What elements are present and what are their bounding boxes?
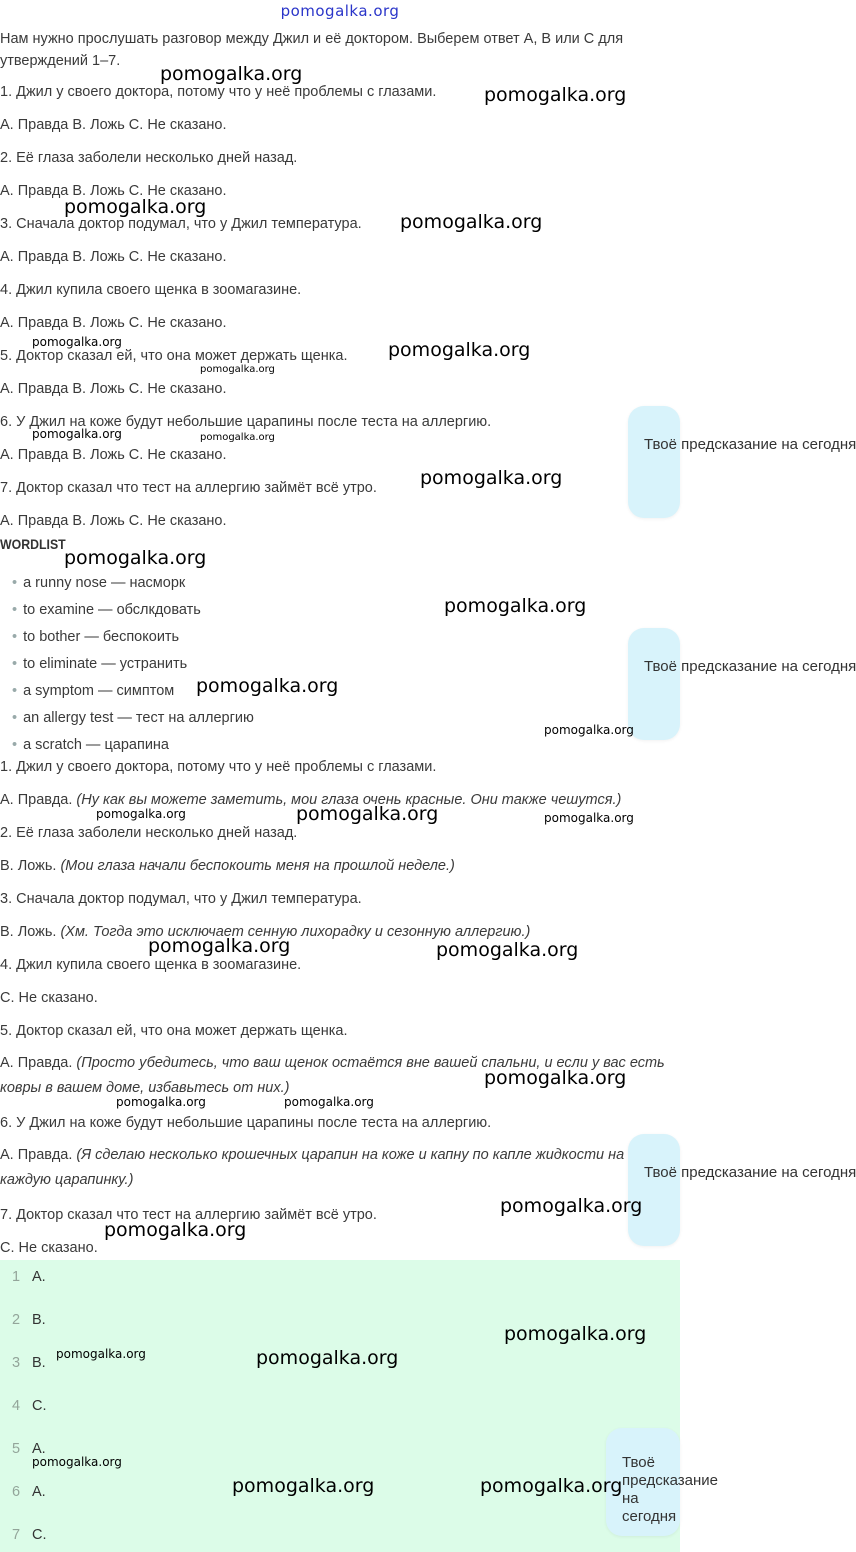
watermark: pomogalka.org [480,1475,623,1497]
promo-card[interactable]: Твоё предсказание на сегодня [628,406,680,518]
promo-card[interactable]: Твоё предсказание на сегодня [628,1134,680,1246]
watermark: pomogalka.org [296,803,439,825]
watermark: pomogalka.org [32,427,122,441]
watermark: pomogalka.org [436,939,579,961]
watermark: pomogalka.org [64,196,207,218]
answer-row: 5 A. [12,1441,46,1457]
watermark: pomogalka.org [148,935,291,957]
task-options-5: A. Правда B. Ложь C. Не сказано. [0,381,227,397]
wordlist-item: • a symptom — симптом [12,683,175,699]
wordlist-item: • to examine — обслкдовать [12,602,201,618]
watermark: pomogalka.org [200,432,275,443]
wordlist-item: • an allergy test — тест на аллергию [12,710,254,726]
task-options-2: A. Правда B. Ложь C. Не сказано. [0,183,227,199]
wordlist-title: WORDLIST [0,536,66,552]
watermark: pomogalka.org [56,1347,146,1361]
task-options-7: A. Правда B. Ложь C. Не сказано. [0,513,227,529]
watermark: pomogalka.org [232,1475,375,1497]
watermark: pomogalka.org [160,63,303,85]
watermark: pomogalka.org [104,1219,247,1241]
solution-q4: 4. Джил купила своего щенка в зоомагазине. [0,957,302,973]
solution-answer-6: A. Правда. (Я сделаю несколько крошечных царапин на коже и капну по капле жидкости на каждую царапинку.) [0,1147,625,1188]
watermark: pomogalka.org [64,547,207,569]
watermark: pomogalka.org [500,1195,643,1217]
watermark: pomogalka.org [544,811,634,825]
task-options-6: A. Правда B. Ложь C. Не сказано. [0,447,227,463]
watermark: pomogalka.org [256,1347,399,1369]
wordlist-item: • a scratch — царапина [12,737,169,753]
solution-q3: 3. Сначала доктор подумал, что у Джил температура. [0,891,362,907]
task-q1: 1. Джил у своего доктора, потому что у неё проблемы с глазами. [0,84,437,100]
solution-answer-5: A. Правда. (Просто убедитесь, что ваш щенок остаётся вне вашей спальни, и если у вас есть ковры в вашем доме, избавьтесь от них.) [0,1055,665,1096]
watermark: pomogalka.org [32,1455,122,1469]
solution-q6: 6. У Джил на коже будут небольшие царапины после теста на аллергию. [0,1115,492,1131]
watermark: pomogalka.org [484,1067,627,1089]
watermark: pomogalka.org [32,335,122,349]
watermark: pomogalka.org [400,211,543,233]
task-q5: 5. Доктор сказал ей, что она может держать щенка. [0,348,348,364]
solution-answer-1: A. Правда. (Ну как вы можете заметить, мои глаза очень красные. Они также чешутся.) [0,792,622,808]
solution-q2: 2. Её глаза заболели несколько дней назад. [0,825,298,841]
site-logo[interactable]: pomogalka.org [280,2,400,20]
wordlist-item: • to bother — беспокоить [12,629,180,645]
watermark: pomogalka.org [284,1095,374,1109]
watermark: pomogalka.org [444,595,587,617]
watermark: pomogalka.org [504,1323,647,1345]
task-options-1: A. Правда B. Ложь C. Не сказано. [0,117,227,133]
watermark: pomogalka.org [420,467,563,489]
task-q6: 6. У Джил на коже будут небольшие царапины после теста на аллергию. [0,414,492,430]
answer-row: 4 C. [12,1398,47,1414]
watermark: pomogalka.org [200,364,275,375]
solution-answer-4: C. Не сказано. [0,990,98,1006]
promo-card[interactable]: Твоё предсказание на сегодня [606,1428,680,1536]
solution-q1: 1. Джил у своего доктора, потому что у неё проблемы с глазами. [0,759,437,775]
wordlist-item: • to eliminate — устранить [12,656,188,672]
task-q7: 7. Доктор сказал что тест на аллергию займёт всё утро. [0,480,377,496]
watermark: pomogalka.org [388,339,531,361]
solution-q7: 7. Доктор сказал что тест на аллергию займёт всё утро. [0,1207,377,1223]
answer-row: 6 A. [12,1484,46,1500]
watermark: pomogalka.org [544,723,634,737]
task-q2: 2. Её глаза заболели несколько дней назад. [0,150,298,166]
task-options-4: A. Правда B. Ложь C. Не сказано. [0,315,227,331]
watermark: pomogalka.org [96,807,186,821]
solution-answer-3: B. Ложь. (Хм. Тогда это исключает сенную лихорадку и сезонную аллергию.) [0,924,531,940]
answers-panel [0,1260,680,1552]
task-options-3: A. Правда B. Ложь C. Не сказано. [0,249,227,265]
watermark: pomogalka.org [196,675,339,697]
watermark: pomogalka.org [484,84,627,106]
watermark: pomogalka.org [116,1095,206,1109]
answer-row: 3 B. [12,1355,46,1371]
wordlist-item: • a runny nose — насморк [12,575,186,591]
promo-card[interactable]: Твоё предсказание на сегодня [628,628,680,740]
solution-answer-2: B. Ложь. (Мои глаза начали беспокоить меня на прошлой неделе.) [0,858,455,874]
answer-row: 7 C. [12,1527,47,1543]
task-q4: 4. Джил купила своего щенка в зоомагазине. [0,282,302,298]
solution-answer-7: C. Не сказано. [0,1240,98,1256]
intro-text: Нам нужно прослушать разговор между Джил и её доктором. Выберем ответ A, B или C для утверждений 1–7. [0,31,624,69]
answer-row: 1 A. [12,1269,46,1285]
task-q3: 3. Сначала доктор подумал, что у Джил температура. [0,216,362,232]
solution-q5: 5. Доктор сказал ей, что она может держать щенка. [0,1023,348,1039]
answer-row: 2 B. [12,1312,46,1328]
